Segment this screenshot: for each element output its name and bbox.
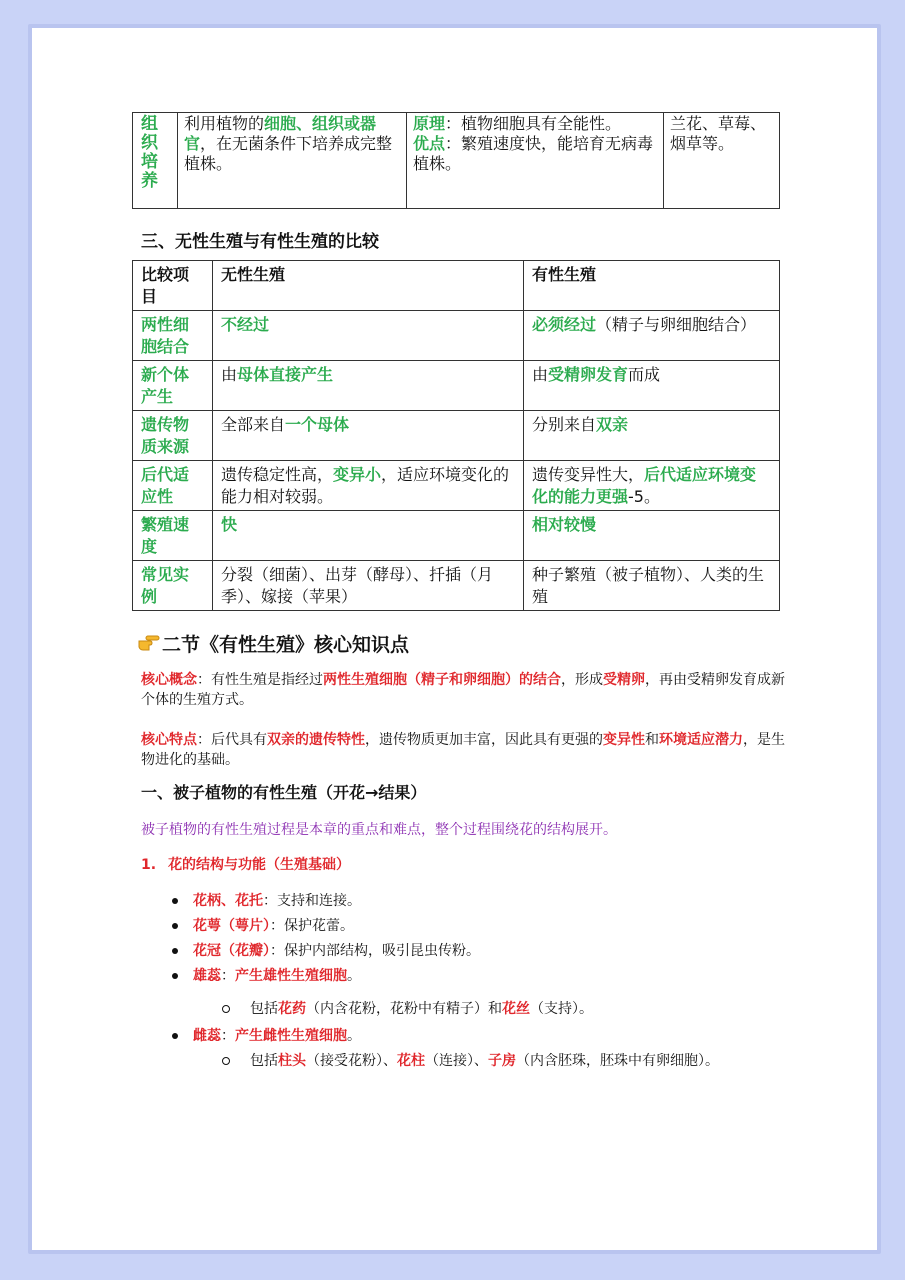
document-page — [28, 24, 881, 1254]
subsection-heading: 一、被子植物的有性生殖（开花→结果） — [141, 783, 427, 802]
header-asexual: 无性生殖 — [213, 261, 524, 311]
definition-cell: 利用植物的细胞、组织或器官，在无菌条件下培养成完整植株。 — [178, 113, 407, 209]
comparison-table — [132, 260, 780, 611]
sexual-cell: 由受精卵发育而成 — [524, 361, 780, 411]
sub-list-item: 包括柱头（接受花粉）、花柱（连接）、子房（内含胚珠，胚珠中有卵细胞）。 — [222, 1050, 719, 1070]
asexual-cell: 不经过 — [213, 311, 524, 361]
bullet-icon — [172, 1033, 178, 1039]
numbered-heading: 1. 花的结构与功能（生殖基础） — [141, 857, 351, 873]
table-row — [133, 311, 780, 361]
circle-bullet-icon — [222, 1057, 230, 1065]
table-row — [133, 561, 780, 611]
row-key: 遗传物质来源 — [133, 411, 213, 461]
sexual-cell: 分别来自双亲 — [524, 411, 780, 461]
list-item: 雌蕊：产生雌性生殖细胞。 — [172, 1025, 361, 1045]
sub-list-item: 包括花药（内含花粉，花粉中有精子）和花丝（支持）。 — [222, 998, 593, 1018]
list-item: 花柄、花托：支持和连接。 — [172, 890, 361, 910]
pointing-hand-icon — [138, 633, 160, 656]
table-row — [133, 113, 780, 209]
section2-heading: 二节《有性生殖》核心知识点 — [138, 630, 409, 657]
principle-cell: 原理：植物细胞具有全能性。 优点：繁殖速度快，能培育无病毒植株。 — [407, 113, 664, 209]
sexual-cell: 相对较慢 — [524, 511, 780, 561]
asexual-cell: 全部来自一个母体 — [213, 411, 524, 461]
sexual-cell: 遗传变异性大，后代适应环境变化的能力更强-5。 — [524, 461, 780, 511]
bullet-icon — [172, 898, 178, 904]
row-key: 繁殖速度 — [133, 511, 213, 561]
bullet-icon — [172, 948, 178, 954]
table-row — [133, 461, 780, 511]
bullet-icon — [172, 973, 178, 979]
sexual-cell: 种子繁殖（被子植物）、人类的生殖 — [524, 561, 780, 611]
row-key: 后代适应性 — [133, 461, 213, 511]
intro-text: 被子植物的有性生殖过程是本章的重点和难点，整个过程围绕花的结构展开。 — [141, 822, 617, 838]
asexual-cell: 由母体直接产生 — [213, 361, 524, 411]
row-key: 常见实例 — [133, 561, 213, 611]
sexual-cell: 必须经过（精子与卵细胞结合） — [524, 311, 780, 361]
tissue-culture-table — [132, 112, 780, 209]
asexual-cell: 遗传稳定性高，变异小，适应环境变化的能力相对较弱。 — [213, 461, 524, 511]
asexual-cell: 快 — [213, 511, 524, 561]
section-heading: 三、无性生殖与有性生殖的比较 — [141, 232, 379, 252]
bullet-icon — [172, 923, 178, 929]
table-row — [133, 411, 780, 461]
table-row — [133, 361, 780, 411]
examples-cell: 兰花、草莓、烟草等。 — [664, 113, 780, 209]
list-item: 雄蕊：产生雄性生殖细胞。 — [172, 965, 361, 985]
method-label: 组织培养 — [133, 113, 178, 209]
header-sexual: 有性生殖 — [524, 261, 780, 311]
table-row — [133, 511, 780, 561]
circle-bullet-icon — [222, 1005, 230, 1013]
row-key: 两性细胞结合 — [133, 311, 213, 361]
asexual-cell: 分裂（细菌）、出芽（酵母）、扦插（月季）、嫁接（苹果） — [213, 561, 524, 611]
header-item: 比较项目 — [133, 261, 213, 311]
list-item: 花萼（萼片）：保护花蕾。 — [172, 915, 354, 935]
row-key: 新个体产生 — [133, 361, 213, 411]
core-feature-paragraph: 核心特点：后代具有双亲的遗传特性，遗传物质更加丰富，因此具有更强的变异性和环境适应潜力，是生物进化的基础。 — [141, 732, 785, 768]
core-concept-paragraph: 核心概念：有性生殖是指经过两性生殖细胞（精子和卵细胞）的结合，形成受精卵，再由受精卵发育成新个体的生殖方式。 — [141, 672, 785, 708]
list-item: 花冠（花瓣）：保护内部结构，吸引昆虫传粉。 — [172, 940, 480, 960]
table-header-row — [133, 261, 780, 311]
